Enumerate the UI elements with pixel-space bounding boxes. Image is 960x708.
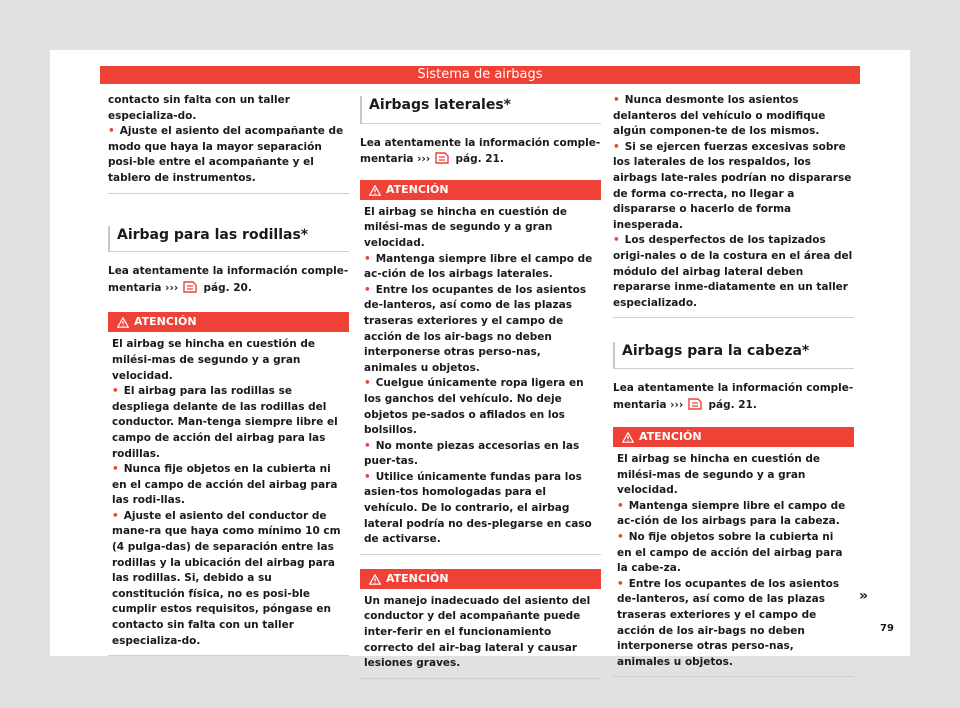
book-reference-icon[interactable] — [687, 397, 705, 410]
page-header: Sistema de airbags — [100, 66, 860, 84]
bullet-item: • Nunca desmonte los asientos delanteros del vehículo o modifique algún componen-te de los mismos. — [613, 93, 854, 140]
bullet-item: • Ajuste el asiento del acompañante de modo que haya la mayor separación posi-ble entre el acompañante y el tablero de instrumentos. — [108, 124, 349, 186]
warning-header: ATENCIÓN — [360, 180, 601, 200]
bullet-item: • Ajuste el asiento del conductor de mane-ra que haya como mínimo 10 cm (4 pulga-das) de separación entre las rodillas y la ubicación del airbag para las rodillas. Si, debido a su constitución física, no es posi-ble cumplir estos requisitos, póngase en contacto sin falta con un taller especializa-do. — [112, 509, 345, 649]
reference-text: Lea atentamente la información comple-mentaria ››› pág. 20. — [108, 265, 349, 294]
warning-body — [108, 332, 349, 655]
warning-lead: El airbag se hincha en cuestión de milési-mas de segundo y a gran velocidad. — [617, 453, 821, 497]
bullet-item: • Entre los ocupantes de los asientos de-lanteros, así como de las plazas traseras exteriores y el campo de acción de los air-bags no deben interponerse otras perso-nas, animales u objetos. — [617, 577, 850, 671]
bullet-item: • Utilice únicamente fundas para los asien-tos homologadas para el vehículo. De lo contrario, el airbag lateral podría no des-plegarse en caso de activarse. — [364, 470, 597, 548]
bullet-item: • Entre los ocupantes de los asientos de-lanteros, así como de las plazas traseras exteriores y el campo de acción de los air-bags no deben interponerse otras perso-nas, animales u objetos. — [364, 283, 597, 377]
bullet-item: • No monte piezas accesorias en las puer-tas. — [364, 439, 597, 470]
continuation-block — [108, 93, 349, 187]
bullet-item: • Mantenga siempre libre el campo de ac-ción de los airbags para la cabeza. — [617, 499, 850, 530]
section-title: Airbag para las rodillas* — [117, 226, 309, 243]
warning-lead: Un manejo inadecuado del asiento del conductor y del acompañante puede inter-ferir en el funcionamiento correcto del air-bag lateral y causar lesiones graves. — [364, 594, 591, 670]
warning-body — [360, 200, 601, 554]
warning-header: ATENCIÓN — [360, 569, 601, 589]
section-knee-airbag — [108, 226, 349, 297]
section-title: Airbags para la cabeza* — [622, 343, 810, 360]
warning-box — [613, 427, 854, 677]
bullet-item: • No fije objetos sobre la cubierta ni en el campo de acción del airbag para la cabe-za. — [617, 530, 850, 577]
warning-box — [360, 180, 601, 555]
reference-page-link[interactable]: pág. 21. — [708, 398, 757, 411]
warning-triangle-icon — [369, 574, 381, 585]
continuation-text: contacto sin falta con un taller especializa-do. — [108, 94, 290, 122]
bullet-item: • Los desperfectos de los tapizados origi-nales o de la costura en el área del módulo del airbag lateral deben repararse inme-diatamente en un taller especializado. — [613, 233, 854, 311]
continuation-block — [613, 93, 854, 311]
reference-text: Lea atentamente la información comple-mentaria ››› pág. 21. — [360, 136, 601, 166]
warning-triangle-icon — [117, 317, 129, 328]
column-3 — [613, 93, 854, 677]
warning-lead: El airbag se hincha en cuestión de milési-mas de segundo y a gran velocidad. — [364, 205, 568, 249]
continue-mark: » — [859, 588, 869, 604]
section-head-airbags — [613, 342, 854, 413]
reference-page-link[interactable]: pág. 21. — [455, 153, 504, 166]
warning-triangle-icon — [622, 432, 634, 443]
bullet-item: • Mantenga siempre libre el campo de ac-ción de los airbags laterales. — [364, 252, 597, 283]
bullet-item: • Cuelgue únicamente ropa ligera en los ganchos del vehículo. No deje objetos pe-sados o afilados en los bolsillos. — [364, 376, 597, 438]
reference-text: Lea atentamente la información comple-mentaria ››› pág. 21. — [613, 381, 854, 411]
warning-header: ATENCIÓN — [613, 427, 854, 447]
warning-body — [613, 447, 854, 676]
column-1 — [108, 93, 349, 656]
warning-triangle-icon — [369, 185, 381, 196]
bullet-item: • Si se ejercen fuerzas excesivas sobre los laterales de los respaldos, los airbags late-rales podrían no dispararse de forma co-rrecta, no llegar a dispararse o hacerlo de forma inesperada. — [613, 140, 854, 234]
warning-box — [360, 569, 601, 679]
column-2 — [360, 96, 601, 679]
book-reference-icon[interactable] — [434, 151, 452, 164]
book-reference-icon[interactable] — [182, 280, 200, 293]
warning-box — [108, 312, 349, 656]
section-title: Airbags laterales* — [369, 97, 511, 113]
warning-body — [360, 589, 601, 678]
bullet-item: • Nunca fije objetos en la cubierta ni en el campo de acción del airbag para las rodi-llas. — [112, 462, 345, 509]
page-number: 79 — [880, 623, 894, 634]
reference-page-link[interactable]: pág. 20. — [203, 281, 252, 294]
section-side-airbags — [360, 96, 601, 168]
warning-header: ATENCIÓN — [108, 312, 349, 332]
bullet-item: • El airbag para las rodillas se despliega delante de las rodillas del conductor. Man-tenga siempre libre el campo de acción del airbag para las rodillas. — [112, 384, 345, 462]
warning-lead: El airbag se hincha en cuestión de milési-mas de segundo y a gran velocidad. — [112, 338, 316, 382]
